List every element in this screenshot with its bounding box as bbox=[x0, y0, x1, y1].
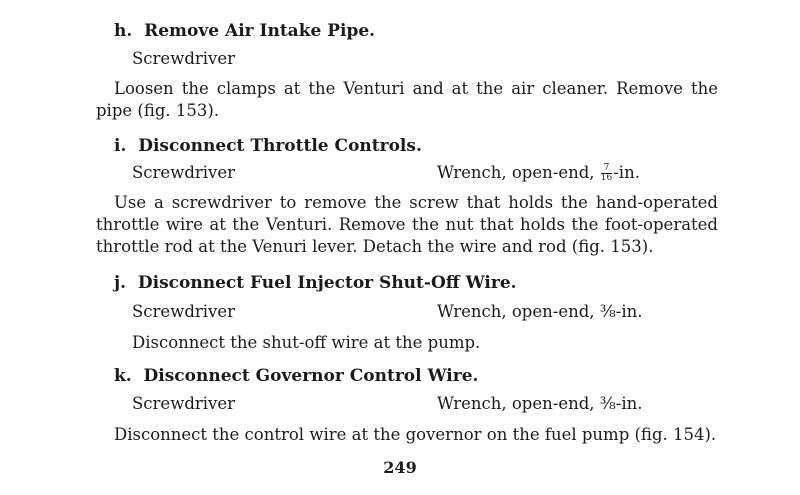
tool-wrench: Wrench, open-end, ⅜-in. bbox=[437, 302, 643, 321]
section-text-k: Disconnect the control wire at the governor on the fuel pump (fig. 154). bbox=[114, 425, 717, 444]
tools-row-j bbox=[132, 302, 732, 322]
tool-wrench: Wrench, open-end, $\frac{7}{16}$ -in. bbox=[437, 163, 640, 183]
tool-screwdriver: Screwdriver bbox=[132, 302, 236, 321]
page-number: 249 bbox=[383, 458, 417, 477]
tool-wrench: Wrench, open-end, ⅜-in. bbox=[437, 394, 643, 413]
tool-screwdriver: Screwdriver bbox=[132, 163, 236, 182]
section-heading-j: j. Disconnect Fuel Injector Shut-Off Wire. bbox=[114, 273, 517, 293]
tool-screwdriver: Screwdriver bbox=[132, 49, 236, 68]
fraction-7-16: $\frac{7}{16}$ bbox=[600, 163, 613, 183]
section-heading-k: k. Disconnect Governor Control Wire. bbox=[114, 366, 479, 386]
tools-row-i bbox=[132, 163, 732, 183]
section-heading-h: h. Remove Air Intake Pipe. bbox=[114, 21, 376, 41]
tools-row-k bbox=[132, 394, 732, 414]
tool-screwdriver: Screwdriver bbox=[132, 394, 236, 413]
section-text-j: Disconnect the shut-off wire at the pump. bbox=[132, 333, 481, 352]
section-text-i: Use a screwdriver to remove the screw that holds the hand-operated throttle wire at the Venturi. Remove the nut that holds the foot-operated throttle rod at the Venuri lever. Detach the wire and rod (fig. 153). bbox=[96, 193, 718, 256]
section-text-h: Loosen the clamps at the Venturi and at the air cleaner. Remove the pipe (fig. 153). bbox=[96, 79, 718, 120]
section-heading-i: i. Disconnect Throttle Controls. bbox=[114, 136, 422, 156]
